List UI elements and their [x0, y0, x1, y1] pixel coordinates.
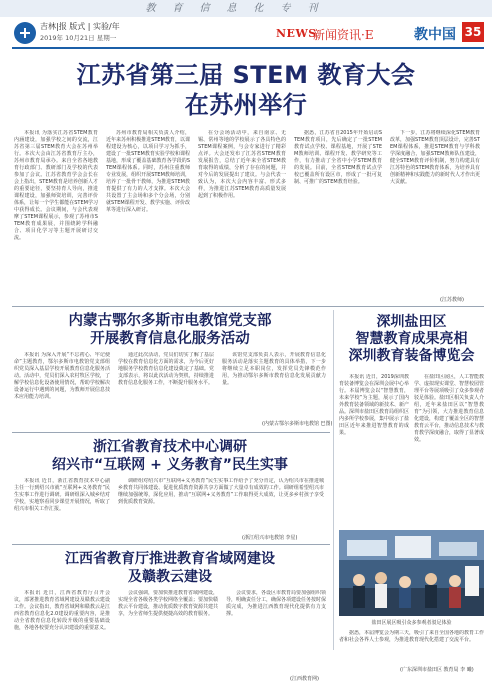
news-label: NEWS [276, 27, 317, 40]
article-zhejiang-column [14, 478, 110, 540]
body-text: 在盐田区展区，人工智能教学、虚拟现实课堂、智慧校园管理平台等展项吸引了众多参观者驳足体验。盐田区相关负责人介绍，近年来盐田区以“智慧教育”为引领，大力推进教育信息化建设，构建了覆盖全区的智慧教育云平台，推动信息技术与教育教学深度融合，取得了显著成效。 [414, 374, 484, 443]
divider [12, 306, 484, 307]
article-ordos-byline: (内蒙古鄂尔多斯市电教馆 巴图) [262, 421, 333, 427]
headline-line: 内蒙古鄂尔多斯市电教馆党支部 [68, 313, 272, 329]
body-text: 会议要求，各设区市教育局要加强组织领导，明确责任分工，确保各项建设任务按时保质完成，为推进江西教育现代化提供有力支撑。 [226, 590, 326, 617]
article-stem-column [198, 130, 286, 302]
photo-caption: 盐田区展区吸引众多参观者驳足体验 [371, 620, 452, 626]
headline-line: 及赣教云建设 [128, 569, 212, 585]
issue-date: 2019年 10月21日 星期一 [40, 34, 117, 42]
article-shenzhen-byline: (广东深圳市盐田区 教育局 李 曦) [400, 667, 474, 673]
body-text: 据悉，江苏省自2015年开始启动STEM教育项目，先后确定了一批STEM教育试点学校、课程基地，开展了STEM教师培训、课程开发、教学研究等工作，有力推动了全省中小学STEM教育的发展。目前，全省STEM教育试点学校已覆盖所有设区市，形成了一批可复制、可推广的STEM教育经验。 [294, 130, 382, 185]
body-text: 本报讯 近日，2019深圳教育装备博览会在深圳会展中心举行。本届博览会以“智慧教育，未来学校”为主题，展示了国内外教育装备领域的新技术、新产品。深圳市盐田区教育局组织区内多所学校参展，集中展示了盐田区近年来推进智慧教育的成果。 [339, 374, 409, 436]
body-text: 该馆党支部负责人表示，开展教育信息化服务活动是落实主题教育的具体举措，下一步将继续立足本职岗位，发挥党员先锋模范作用，为推动鄂尔多斯市教育信息化发展贡献力量。 [222, 352, 326, 386]
headline-line: 在苏州举行 [184, 91, 308, 119]
divider [12, 544, 330, 545]
article-zhejiang-byline: (浙江绍兴市电教馆 李星) [242, 535, 298, 541]
headline-line: 江西省教育厅推进教育省域网建设 [65, 551, 275, 567]
article-jiangxi-column [14, 590, 110, 680]
article-jiangxi-column [118, 590, 218, 680]
body-text: 苏州市教育局相关负责人介绍，近年来苏州积极推进STEM教育，以课程建设为核心，以项目学习为抓手，建设了一批STEM教育实验学校和课程基地，形成了覆盖基础教育各学段的STEM课程体系。同时，苏州注重教师专业发展，组织开展STEM教师培训，培养了一批骨干教师，为推进STEM教育提供了有力的人才支撑。本次大会共设置了主会场和多个分会场，分别就STEM课程开发、教学实施、评价改革等进行深入研讨。 [106, 130, 190, 213]
headline-line: 深圳教育装备博览会 [348, 348, 475, 364]
article-jiangxi-headline [12, 550, 328, 586]
headline-line: 江苏省第三届 STEM 教育大会 [76, 61, 416, 89]
article-zhejiang-headline [12, 438, 328, 474]
article-stem-column [106, 130, 190, 302]
article-shenzhen-column [414, 374, 484, 524]
divider [333, 310, 334, 650]
article-shenzhen-headline [337, 314, 486, 365]
headline-line: 绍兴市“互联网 + 义务教育”民生实事 [52, 457, 288, 473]
body-text: 本报讯 为深入开展“不忘初心、牢记使命”主题教育，鄂尔多斯市电教馆党支部组织党员深入基层学校开展教育信息化服务活动。活动中，党员们深入农村牧区学校，了解学校信息化设备使用情况，帮助学校解决设备运行中遇到的问题，为教师开展信息技术应用能力培训。 [14, 352, 110, 400]
headline-line: 智慧教育成果亮相 [355, 331, 468, 347]
top-banner [0, 0, 492, 17]
article-ordos-column [14, 352, 110, 428]
article-stem-column [294, 130, 382, 302]
body-text: 调研组对绍兴市“互联网+义务教育”民生实事工作给予了充分肯定，认为绍兴市在推进城乡教育共同体建设、促进优质教育资源共享方面做了大量卓有成效的工作。调研组希望绍兴市继续加强统筹，深化应用，推动“互联网+义务教育”工作取得更大成效，让更多乡村孩子享受到优质教育资源。 [118, 478, 324, 505]
article-shenzhen-column [339, 630, 484, 660]
expo-photo [339, 530, 484, 616]
paper-info: 吉林|报 版式 | 实验/年 [40, 22, 120, 31]
column-banner [90, 2, 390, 15]
article-stem-column [390, 130, 480, 295]
article-shenzhen-column [339, 374, 409, 524]
article-jiangxi-byline: (江西教育网) [290, 676, 319, 682]
body-text: 据悉，本届博览会为期三天，吸引了来自全国各地的教育工作者和社会各界人士参观，为推进教育现代化搭建了交流平台。 [339, 630, 484, 643]
article-stem-headline [12, 60, 480, 120]
article-stem-column [14, 130, 98, 302]
body-text: 本报讯 近日，江西省教育厅召开会议，部署推进教育省域网建设及赣教云建设工作。会议指出，教育省域网和赣教云是江西省教育信息化2.0建设的重要内容，是推动全省教育信息化转段升级的重要基础设施，各地各校要充分认识建设的重要意义。 [14, 590, 110, 631]
headline-line: 开展教育信息化服务活动 [90, 331, 250, 347]
article-ordos-column [222, 352, 326, 418]
body-text: 下一步，江苏将继续深化STEM教育改革，加强STEM教育顶层设计，完善STEM课程体系，推进STEM教育与学科教学深度融合，加强STEM教师队伍建设，健全STEM教育评价机制，努力构建具有江苏特色的STEM教育体系，为培养具有创新精神和实践能力的新时代人才作出更大贡献。 [390, 130, 480, 185]
body-text: 会议强调，要加快推进教育省域网建设，实现全省各级各类学校网络全覆盖；要加快赣教云平台建设，推动优质数字教育资源共建共享，为全省师生提供便捷高效的教育服务。 [118, 590, 218, 617]
body-text: 在分会场活动中，来自南京、无锡、常州等地的学校展示了各具特色的STEM课程案例，与会专家进行了精彩点评。大会还发布了江苏省STEM教育发展报告，总结了近年来全省STEM教育取得的成绩，分析了存在的问题，并对今后的发展提出了建议。与会代表一致认为，本次大会内容丰富、形式多样，为推进江苏STEM教育高质量发展起到了积极作用。 [198, 130, 286, 199]
body-text: 本报讯 近日，浙江省教育技术中心副主任一行到绍兴市就“互联网+义务教育”民生实事工作进行调研。调研组深入城乡结对学校，实地察看同步课堂开展情况，听取了绍兴市相关工作汇报。 [14, 478, 110, 512]
article-jiangxi-column [226, 590, 326, 670]
headline-line: 深圳盐田区 [376, 314, 447, 330]
body-text: 通过此次活动，党员们切实了解了基层学校在教育信息化方面的需求，为今后更好地服务学校教育信息化建设奠定了基础。党支部表示，将以此次活动为契机，持续推进教育信息化服务工作，不断提升服务水平。 [118, 352, 214, 386]
article-zhejiang-column [118, 478, 324, 532]
body-text: 本报讯 为落实江苏省STEM教育内涵建设，加强学校之间的交流，江苏省第三届STEM教育大会在苏州举行。本次大会由江苏省教育厅主办，苏州市教育局承办。来自全省各地教育行政部门、教研部门及学校的代表参加了会议。江苏省教育学会会长在会上指出，STEM教育是培养创新人才的重要途径，要坚持育人导向，推进课程建设，加强师资培训，完善评价体系，让每一个学生都能在STEM学习中获得成长。会议期间，与会代表观摩了STEM课程展示，参观了苏州市STEM教育成果展，并围绕跨学科融合、项目化学习等主题开展研讨交流。 [14, 130, 98, 241]
edition-name: 教中国 [414, 27, 456, 43]
divider [12, 432, 330, 433]
newspaper-logo-icon [14, 22, 36, 44]
article-stem-byline: (江苏教师) [440, 297, 464, 303]
section-title: 新闻资讯·E [313, 28, 374, 42]
article-ordos-headline [12, 312, 328, 348]
article-ordos-column [118, 352, 214, 428]
headline-line: 浙江省教育技术中心调研 [93, 439, 247, 455]
column-name: 教育信息化专刊 [145, 3, 335, 14]
page-number: 35 [462, 22, 484, 42]
header-rule [12, 47, 484, 49]
